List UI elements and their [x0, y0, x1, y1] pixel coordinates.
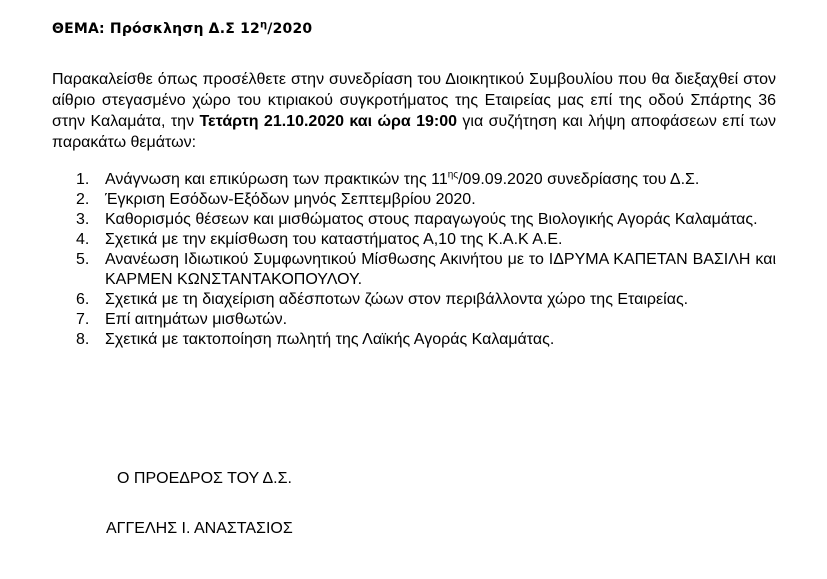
agenda-item-text-before: Ανάγνωση και επικύρωση των πρακτικών της 11: [105, 171, 448, 188]
agenda-item-number: 6.: [76, 291, 90, 308]
agenda-item-number: 8.: [76, 331, 90, 348]
agenda-item-text: [105, 170, 776, 190]
meeting-date-time: Τετάρτη 21.10.2020 και ώρα 19:00: [199, 113, 458, 130]
agenda-item-number: 1.: [76, 171, 90, 188]
agenda-item: [76, 190, 776, 210]
signature-name: ΑΓΓΕΛΗΣ Ι. ΑΝΑΣΤΑΣΙΟΣ: [106, 520, 293, 537]
agenda-item: [76, 250, 776, 290]
agenda-item-text: Σχετικά με τη διαχείριση αδέσποτων ζώων στον περιβάλλοντα χώρο της Εταιρείας.: [105, 291, 689, 308]
agenda-item-text: Σχετικά με την εκμίσθωση του καταστήματος Α,10 της Κ.Α.Κ Α.Ε.: [105, 231, 563, 248]
agenda-item: [76, 170, 776, 190]
agenda-item-superscript: ης: [447, 169, 459, 181]
agenda-item-text: Σχετικά με τακτοποίηση πωλητή της Λαϊκής Αγοράς Καλαμάτας.: [105, 331, 555, 348]
agenda-list: [76, 170, 776, 350]
agenda-item-text: Έγκριση Εσόδων-Εξόδων μηνός Σεπτεμβρίου 2020.: [105, 191, 476, 208]
intro-paragraph: [52, 69, 776, 153]
agenda-item-number: 5.: [76, 251, 90, 268]
agenda-item: [76, 330, 776, 350]
agenda-item-text: Επί αιτημάτων μισθωτών.: [105, 311, 288, 328]
agenda-item-text-after: /09.09.2020 συνεδρίασης του Δ.Σ.: [458, 171, 700, 188]
agenda-item-text: Ανανέωση Ιδιωτικού Συμφωνητικού Μίσθωσης Ακινήτου με το ΙΔΡΥΜΑ ΚΑΠΕΤΑΝ ΒΑΣΙΛΗ και ΚΑΡΜΕΝ ΚΩΝΣΤΑΝΤΑΚΟΠΟΥΛΟΥ.: [105, 251, 776, 288]
subject-prefix: ΘΕΜΑ: Πρόσκληση Δ.Σ 12: [52, 21, 260, 37]
agenda-item-number: 7.: [76, 311, 90, 328]
intro-text-after: για συζήτηση και λήψη αποφάσεων επί των παρακάτω θεμάτων:: [52, 113, 777, 151]
signature-title: Ο ΠΡΟΕΔΡΟΣ ΤΟΥ Δ.Σ.: [117, 470, 292, 487]
agenda-item: [76, 290, 776, 310]
agenda-item-number: 4.: [76, 231, 90, 248]
subject-superscript: η: [259, 19, 268, 31]
subject-line: [52, 21, 312, 37]
agenda-item-number: 3.: [76, 211, 90, 228]
intro-text-before: Παρακαλείσθε όπως προσέλθετε στην συνεδρίαση του Διοικητικού Συμβουλίου που θα διεξαχθεί στον αίθριο στεγασμένο χώρο του κτιριακού συγκροτήματος της Εταιρείας μας επί της οδού Σπάρτης 36 στην Καλαμάτα, την: [52, 71, 776, 130]
subject-suffix: /2020: [267, 21, 313, 37]
agenda-item-text: Καθορισμός θέσεων και μισθώματος στους παραγωγούς της Βιολογικής Αγοράς Καλαμάτας.: [105, 211, 758, 228]
agenda-item-number: 2.: [76, 191, 90, 208]
agenda-item: [76, 310, 776, 330]
agenda-item: [76, 210, 776, 230]
agenda-item: [76, 230, 776, 250]
